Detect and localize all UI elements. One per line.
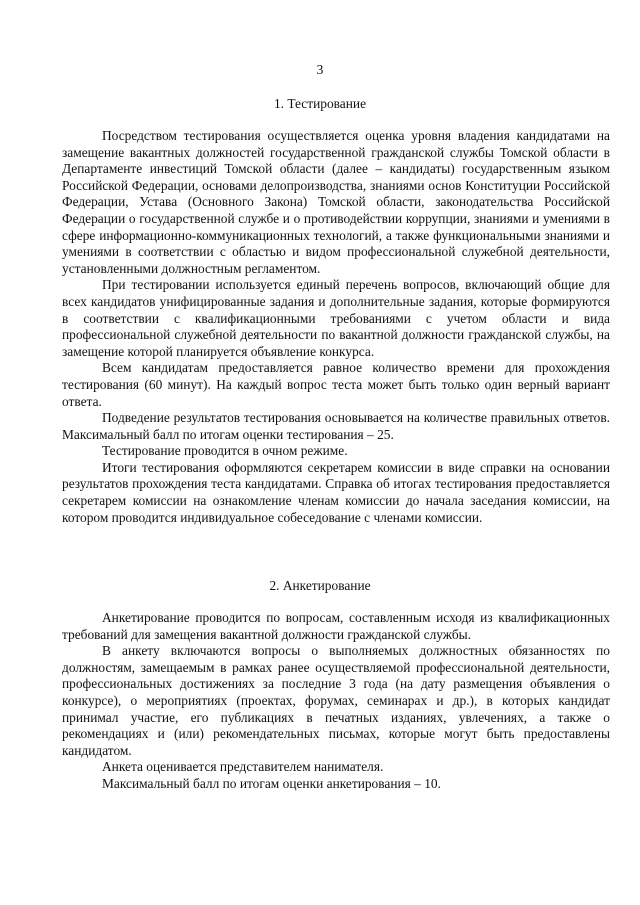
paragraph: Посредством тестирования осуществляется оценка уровня владения кандидатами на замещение вакантных должностей государственной гражданской службы Томской области в Департаменте инвестиций Томской области (далее – кандидаты) государственным языком Российской Федерации, основами делопроизводства, знаниями основ Конституции Российской Федерации, Устава (Основного Закона) Томской области, законодательства Российской Федерации о государственной службе и о противодействии коррупции, знаниями и умениями в сфере информационно-коммуникационных технологий, а также функциональными знаниями и умениями в соответствии с областью и видом профессиональной служебной деятельности, установленными должностным регламентом.: [62, 128, 610, 276]
paragraph: Максимальный балл по итогам оценки анкетирования – 10.: [102, 775, 441, 791]
section-body-questionnaire: [62, 610, 610, 793]
page-number: 3: [316, 62, 324, 77]
paragraph: Подведение результатов тестирования основывается на количестве правильных ответов. Максимальный балл по итогам оценки тестирования – 25.: [62, 410, 610, 442]
paragraph: В анкету включаются вопросы о выполняемых должностных обязанностях по должностям, замещаемым в рамках ранее осуществляемой профессиональной деятельности, профессиональных достижениях за последние 3 года (на дату размещения объявления о конкурсе), о мероприятиях (проектах, форумах, семинарах и др.), в которых кандидат принимал участие, его публикациях в печатных изданиях, увлечениях, а также о рекомендациях и (или) рекомендательных письмах, которые могут быть предоставлены кандидатом.: [62, 643, 610, 758]
paragraph: Тестирование проводится в очном режиме.: [102, 443, 348, 459]
section-heading-testing: 1. Тестирование: [273, 96, 367, 111]
paragraph: Итоги тестирования оформляются секретарем комиссии в виде справки на основании результатов прохождения теста кандидатами. Справка об итогах тестирования предоставляется секретарем комиссии на ознакомление членам комиссии до начала заседания комиссии, на котором проводится индивидуальное собеседование с членами комиссии.: [62, 459, 610, 525]
paragraph: Анкетирование проводится по вопросам, составленным исходя из квалификационных требований для замещения вакантной должности гражданской службы.: [62, 610, 610, 642]
paragraph: Всем кандидатам предоставляется равное количество времени для прохождения тестирования (60 минут). На каждый вопрос теста может быть только один верный вариант ответа.: [62, 360, 610, 409]
section-body-testing: [62, 128, 610, 526]
paragraph: Анкета оценивается представителем нанимателя.: [102, 759, 384, 775]
paragraph: При тестировании используется единый перечень вопросов, включающий общие для всех кандидатов унифицированные задания и дополнительные задания, которые формируются в соответствии с квалификационными требованиями с учетом области и вида профессиональной служебной деятельности по вакантной должности гражданской службы, на замещение которой планируется объявление конкурса.: [62, 277, 610, 359]
section-heading-questionnaire: 2. Анкетирование: [269, 578, 371, 593]
